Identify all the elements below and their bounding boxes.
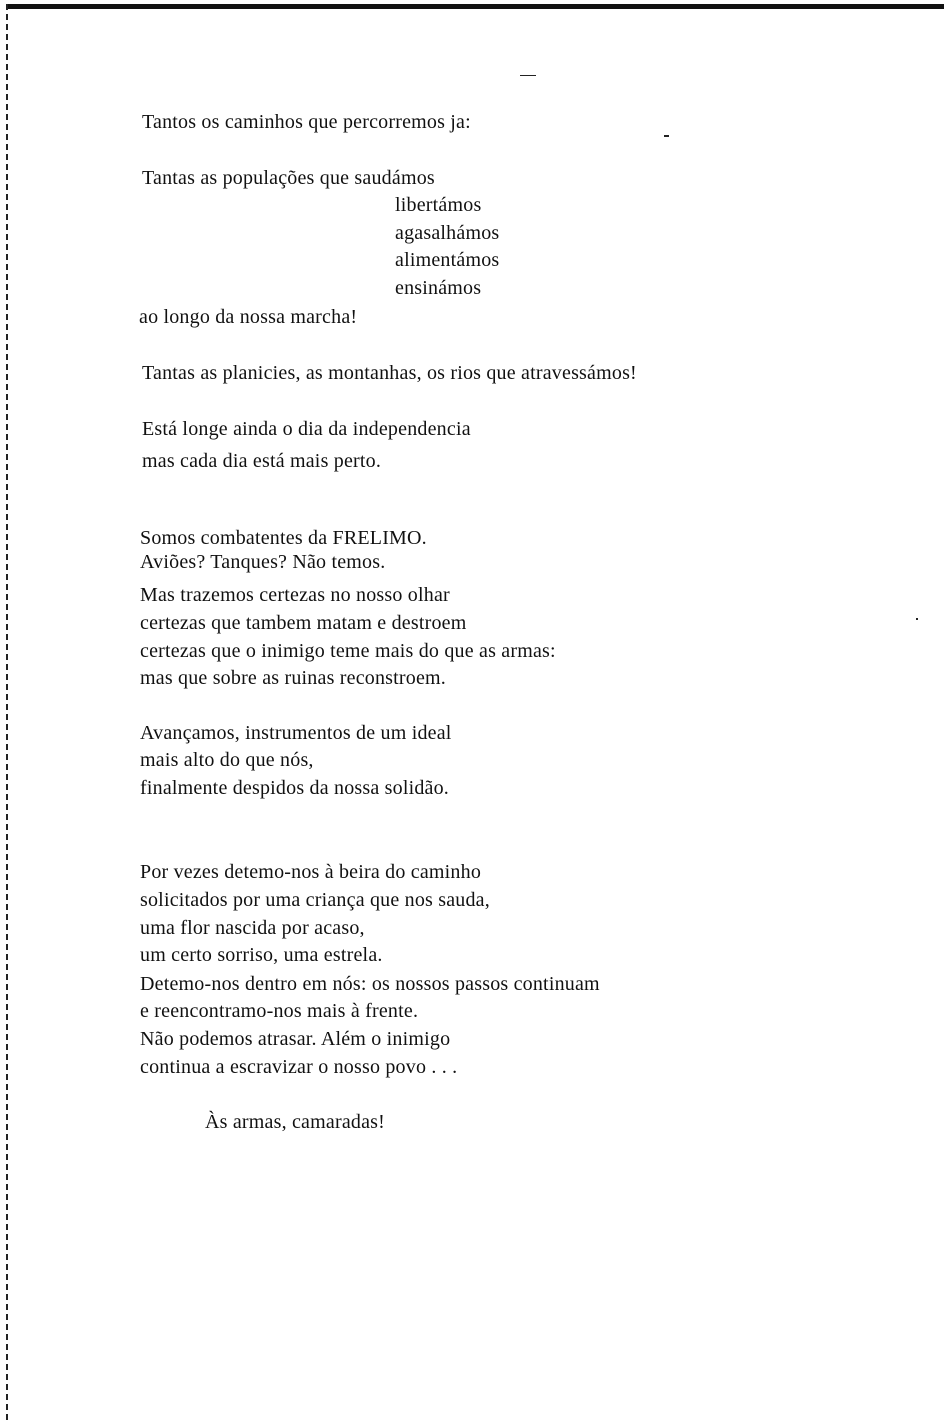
scan-speck — [916, 618, 918, 620]
poem-line: uma flor nascida por acaso, — [140, 917, 365, 939]
poem-line: solicitados por uma criança que nos sauda, — [140, 889, 490, 911]
poem-line: Detemo-nos dentro em nós: os nossos passos continuam — [140, 973, 600, 995]
poem-line: Aviões? Tanques? Não temos. — [140, 551, 386, 573]
poem-line: e reencontramo-nos mais à frente. — [140, 1000, 419, 1022]
poem-line: mais alto do que nós, — [140, 749, 314, 771]
scan-top-edge — [8, 4, 944, 9]
poem-line: ensinámos — [395, 277, 482, 299]
poem-line: Tantas as planicies, as montanhas, os rios que atravessámos! — [142, 362, 637, 384]
poem-line: Avançamos, instrumentos de um ideal — [140, 722, 452, 744]
poem-line: ao longo da nossa marcha! — [139, 306, 358, 328]
poem-line: certezas que tambem matam e destroem — [140, 612, 467, 634]
poem-line: finalmente despidos da nossa solidão. — [140, 777, 450, 799]
poem-line: mas cada dia está mais perto. — [142, 450, 382, 472]
poem-line: Às armas, camaradas! — [205, 1111, 386, 1133]
poem-line: alimentámos — [395, 249, 500, 271]
poem-line: Mas trazemos certezas no nosso olhar — [140, 584, 450, 606]
poem-line: um certo sorriso, uma estrela. — [140, 944, 383, 966]
poem-line: Tantos os caminhos que percorremos ja: — [142, 111, 471, 133]
poem-line: Tantas as populações que saudámos — [142, 167, 435, 189]
poem-line: continua a escravizar o nosso povo . . . — [140, 1056, 458, 1078]
poem-line: Por vezes detemo-nos à beira do caminho — [140, 861, 482, 883]
poem-line: Somos combatentes da FRELIMO. — [140, 527, 427, 549]
poem-line: agasalhámos — [395, 222, 500, 244]
poem-line: libertámos — [395, 194, 482, 216]
poem-line: Não podemos atrasar. Além o inimigo — [140, 1028, 451, 1050]
poem-line: mas que sobre as ruinas reconstroem. — [140, 667, 446, 689]
scan-speck — [520, 75, 536, 76]
poem-line: certezas que o inimigo teme mais do que as armas: — [140, 640, 556, 662]
scan-left-edge — [6, 4, 8, 1424]
poem-line: Está longe ainda o dia da independencia — [142, 418, 471, 440]
scan-speck — [664, 135, 669, 137]
